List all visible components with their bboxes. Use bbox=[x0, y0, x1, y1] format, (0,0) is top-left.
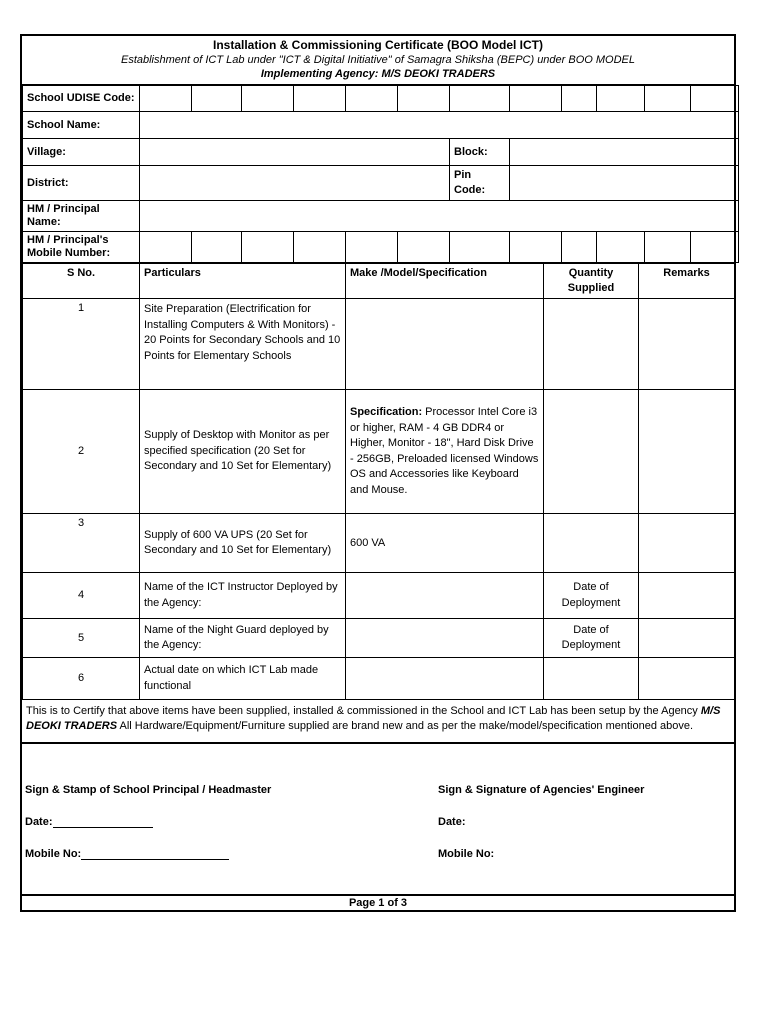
row-remarks[interactable] bbox=[639, 390, 735, 514]
row-remarks[interactable] bbox=[639, 658, 735, 700]
items-header-row bbox=[23, 264, 735, 299]
village-field[interactable] bbox=[140, 139, 450, 166]
row-quantity: Date of Deployment bbox=[544, 619, 639, 658]
mobile-digit-box[interactable] bbox=[398, 232, 450, 263]
udise-digit-box[interactable] bbox=[398, 86, 450, 112]
udise-digit-box[interactable] bbox=[346, 86, 398, 112]
principal-mobile bbox=[25, 848, 229, 860]
hm-name-field[interactable] bbox=[140, 201, 739, 232]
udise-digit-box[interactable] bbox=[192, 86, 242, 112]
school-details-table bbox=[22, 85, 739, 263]
row-make[interactable] bbox=[346, 658, 544, 700]
block-field[interactable] bbox=[510, 139, 739, 166]
specification-text: Processor Intel Core i3 or higher, RAM - 4 GB DDR4 or Higher, Monitor - 18", Hard Disk Drive - 256GB, Preloaded licensed Windows OS and Accessories like Keyboard and Mouse. bbox=[350, 406, 539, 496]
row-make[interactable]: 600 VA bbox=[346, 514, 544, 573]
mobile-digit-box[interactable] bbox=[597, 232, 645, 263]
page-number: Page 1 of 3 bbox=[348, 897, 408, 909]
row-remarks[interactable] bbox=[639, 299, 735, 390]
col-header-particulars: Particulars bbox=[140, 264, 346, 299]
udise-digit-box[interactable] bbox=[597, 86, 645, 112]
certificate-frame bbox=[20, 34, 736, 912]
principal-date-line[interactable] bbox=[53, 827, 153, 828]
row-sno: 6 bbox=[23, 658, 140, 700]
udise-digit-box[interactable] bbox=[242, 86, 294, 112]
mobile-digit-box[interactable] bbox=[192, 232, 242, 263]
table-row bbox=[23, 514, 735, 573]
row-particulars: Supply of Desktop with Monitor as per specified specification (20 Set for Secondary and 10 Set for Elementary) bbox=[140, 390, 346, 514]
row-make[interactable] bbox=[346, 299, 544, 390]
hm-name-label: HM / Principal Name: bbox=[23, 201, 140, 232]
implementing-agency: Implementing Agency: M/S DEOKI TRADERS bbox=[260, 68, 496, 80]
table-row bbox=[23, 658, 735, 700]
row-particulars: Supply of 600 VA UPS (20 Set for Secondary and 10 Set for Elementary) bbox=[140, 514, 346, 573]
district-field[interactable] bbox=[140, 166, 450, 201]
school-name-field[interactable] bbox=[140, 112, 739, 139]
row-remarks[interactable] bbox=[639, 573, 735, 619]
engineer-sign-title: Sign & Signature of Agencies' Engineer bbox=[438, 784, 645, 796]
mobile-digit-box[interactable] bbox=[562, 232, 597, 263]
row-particulars: Actual date on which ICT Lab made functional bbox=[140, 658, 346, 700]
row-particulars: Name of the Night Guard deployed by the Agency: bbox=[140, 619, 346, 658]
village-label: Village: bbox=[23, 139, 140, 166]
row-particulars: Site Preparation (Electrification for Installing Computers & With Monitors) - 20 Points for Secondary Schools and 10 Points for Elementary Schools bbox=[140, 299, 346, 390]
table-row bbox=[23, 390, 735, 514]
row-particulars: Name of the ICT Instructor Deployed by the Agency: bbox=[140, 573, 346, 619]
mobile-digit-box[interactable] bbox=[294, 232, 346, 263]
udise-row bbox=[23, 86, 739, 112]
school-name-row bbox=[23, 112, 739, 139]
principal-date-label: Date: bbox=[25, 816, 53, 828]
school-name-label: School Name: bbox=[23, 112, 140, 139]
row-quantity[interactable] bbox=[544, 514, 639, 573]
principal-sign-title: Sign & Stamp of School Principal / Headmaster bbox=[25, 784, 272, 796]
district-row bbox=[23, 166, 739, 201]
row-sno: 5 bbox=[23, 619, 140, 658]
document-header bbox=[22, 36, 734, 85]
certificate-page bbox=[20, 34, 736, 912]
udise-digit-box[interactable] bbox=[645, 86, 691, 112]
village-row bbox=[23, 139, 739, 166]
row-quantity[interactable] bbox=[544, 658, 639, 700]
row-quantity: Date of Deployment bbox=[544, 573, 639, 619]
hm-mobile-label: HM / Principal's Mobile Number: bbox=[23, 232, 140, 263]
mobile-digit-box[interactable] bbox=[346, 232, 398, 263]
row-sno: 2 bbox=[23, 390, 140, 514]
udise-digit-box[interactable] bbox=[691, 86, 739, 112]
pin-code-label: Pin Code: bbox=[450, 166, 510, 201]
row-make[interactable] bbox=[346, 390, 544, 514]
table-row bbox=[23, 573, 735, 619]
row-remarks[interactable] bbox=[639, 514, 735, 573]
mobile-digit-box[interactable] bbox=[691, 232, 739, 263]
row-sno: 1 bbox=[23, 299, 140, 390]
hm-mobile-row bbox=[23, 232, 739, 263]
hm-name-row bbox=[23, 201, 739, 232]
col-header-remarks: Remarks bbox=[639, 264, 735, 299]
row-remarks[interactable] bbox=[639, 619, 735, 658]
col-header-sno: S No. bbox=[23, 264, 140, 299]
row-sno: 3 bbox=[23, 514, 140, 573]
table-row bbox=[23, 299, 735, 390]
mobile-digit-box[interactable] bbox=[242, 232, 294, 263]
row-sno: 4 bbox=[23, 573, 140, 619]
items-table bbox=[22, 263, 735, 700]
block-label: Block: bbox=[450, 139, 510, 166]
pin-code-field[interactable] bbox=[510, 166, 739, 201]
table-row bbox=[23, 619, 735, 658]
mobile-digit-box[interactable] bbox=[140, 232, 192, 263]
mobile-digit-box[interactable] bbox=[645, 232, 691, 263]
document-subtitle: Establishment of ICT Lab under "ICT & Digital Initiative" of Samagra Shiksha (BEPC) under BOO MODEL bbox=[120, 54, 636, 66]
certification-agency: M/S DEOKI TRADERS bbox=[26, 705, 721, 732]
row-quantity[interactable] bbox=[544, 390, 639, 514]
principal-mobile-label: Mobile No: bbox=[25, 848, 82, 860]
engineer-mobile-label: Mobile No: bbox=[438, 848, 495, 860]
row-make[interactable] bbox=[346, 573, 544, 619]
signature-section bbox=[22, 744, 734, 896]
row-make[interactable] bbox=[346, 619, 544, 658]
mobile-digit-box[interactable] bbox=[450, 232, 510, 263]
udise-digit-box[interactable] bbox=[510, 86, 562, 112]
udise-label: School UDISE Code: bbox=[23, 86, 140, 112]
district-label: District: bbox=[23, 166, 140, 201]
col-header-make: Make /Model/Specification bbox=[346, 264, 544, 299]
document-title: Installation & Commissioning Certificate (BOO Model ICT) bbox=[212, 38, 544, 52]
mobile-digit-box[interactable] bbox=[510, 232, 562, 263]
engineer-date-label: Date: bbox=[438, 816, 466, 828]
row-quantity[interactable] bbox=[544, 299, 639, 390]
udise-digit-box[interactable] bbox=[140, 86, 192, 112]
udise-digit-box[interactable] bbox=[562, 86, 597, 112]
udise-digit-box[interactable] bbox=[294, 86, 346, 112]
principal-date bbox=[25, 816, 153, 828]
certification-text-post: All Hardware/Equipment/Furniture supplied are brand new and as per the make/model/specification mentioned above. bbox=[117, 720, 694, 732]
certification-statement bbox=[22, 700, 734, 744]
specification-label: Specification: bbox=[350, 406, 423, 418]
principal-mobile-line[interactable] bbox=[81, 859, 229, 860]
udise-digit-box[interactable] bbox=[450, 86, 510, 112]
certification-text-pre: This is to Certify that above items have been supplied, installed & commissioned in the School and ICT Lab has been setup by the Agency bbox=[26, 705, 701, 717]
col-header-quantity: Quantity Supplied bbox=[544, 264, 639, 299]
